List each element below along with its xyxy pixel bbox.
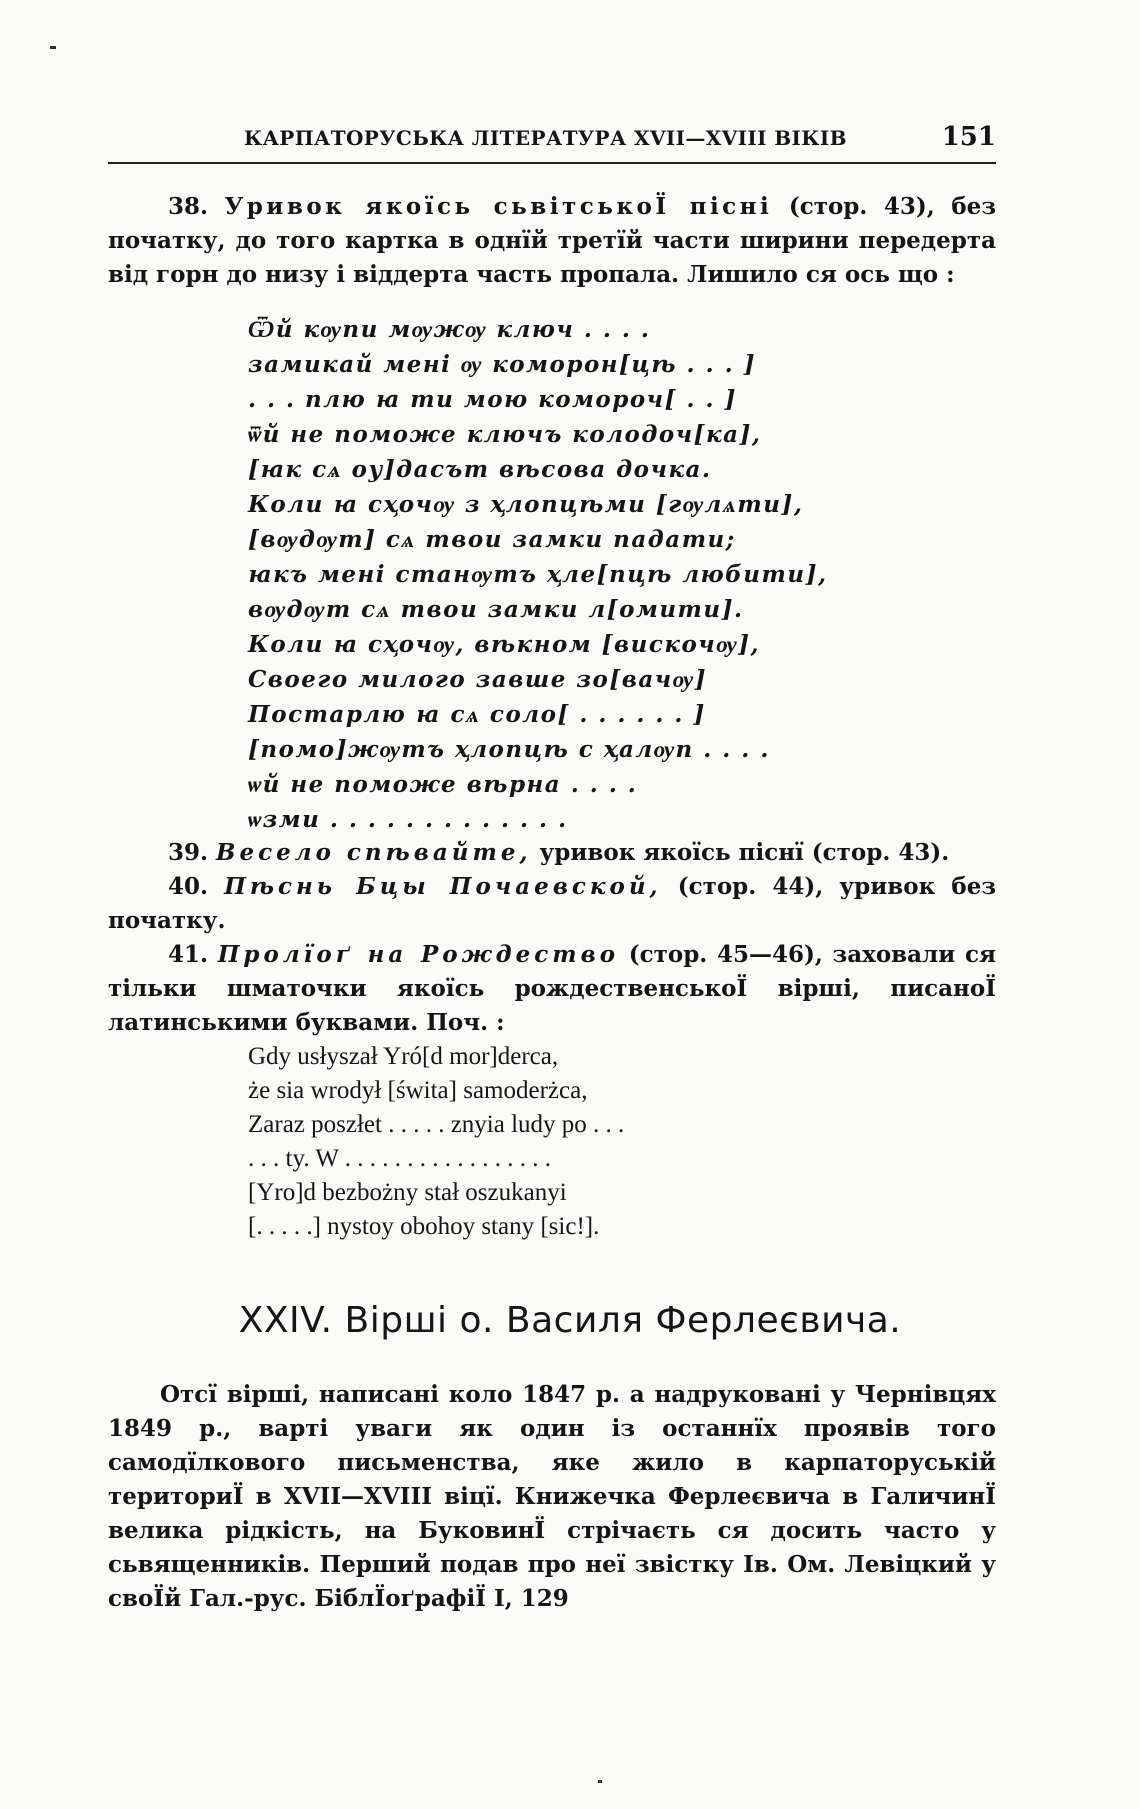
- slavonic-verse: [248, 312, 968, 837]
- ink-speck: [50, 46, 56, 49]
- verse-line: Ѿй кѹпи мѹжѹ ключ . . . .: [248, 316, 651, 343]
- item-title: Пѣснь Бцы Почаевской,: [224, 873, 662, 900]
- verse-line: Своего милого завше зо[вачѹ]: [248, 666, 707, 693]
- item-number: 38.: [168, 193, 209, 220]
- item-number: 41.: [168, 941, 209, 968]
- item-text: (стор. 43), без початку, до того картка в однїй третїй части ширини передерта від горн до низу і віддерта часть пропала. Лишило ся ось що :: [108, 193, 996, 288]
- latin-verse-line: . . . ty. W . . . . . . . . . . . . . . . . .: [248, 1145, 552, 1172]
- ink-speck: [598, 1780, 602, 1783]
- verse-line: [ꙗк сѧ оу]дасът вѣсова дочка.: [248, 456, 712, 483]
- verse-line: Коли ꙗ сҳочѹ з ҳлопцѣми [гѹлѧти],: [248, 491, 804, 518]
- verse-line: . . . плю ꙗ ти мою комороч[ . . ]: [248, 386, 737, 413]
- verse-line: ѿй не поможе ключъ колодоч[ка],: [248, 421, 762, 448]
- body-paragraph: [108, 1378, 996, 1616]
- page-number: 151: [941, 122, 996, 152]
- verse-line: вѹдѹт сѧ твои замки л[омити].: [248, 596, 744, 623]
- item-41: [108, 938, 996, 1040]
- item-text: уривок якоїсь піснї (стор. 43).: [539, 839, 950, 866]
- verse-line: ꙗкъ мені станѹтъ ҳле[пцѣ любити],: [248, 561, 828, 588]
- latin-verse-line: Gdy usłyszał Yró[d mor]derca,: [248, 1043, 559, 1070]
- item-title: Уривок якоїсь сьвітськоЇ пісні: [224, 193, 773, 220]
- verse-line: замикай мені ѹ коморон[цѣ . . . ]: [248, 351, 756, 378]
- latin-verse: [248, 1040, 968, 1244]
- item-number: 39.: [168, 839, 209, 866]
- verse-line: ѡй не поможе вѣрна . . . .: [248, 771, 638, 798]
- item-39: [108, 836, 996, 870]
- verse-line: Постарлю ꙗ сѧ соло[ . . . . . . ]: [248, 701, 706, 728]
- verse-line: [вѹдѹт] сѧ твои замки падати;: [248, 526, 736, 553]
- latin-verse-line: że sia wrodył [świta] samoderżca,: [248, 1077, 588, 1104]
- item-40: [108, 870, 996, 938]
- latin-verse-line: [Yro]d bezbożny stał oszukanyi: [248, 1179, 567, 1206]
- item-38: [108, 190, 996, 292]
- item-number: 40.: [168, 873, 209, 900]
- running-title: КАРПАТОРУСЬКА ЛІТЕРАТУРА XVII—XVIII ВІКІВ: [244, 126, 847, 150]
- item-text: (стор. 44), уривок без початку.: [108, 873, 996, 934]
- item-title: Пролїоґ на Рождество: [217, 941, 620, 968]
- item-title: Весело спѣвайте,: [216, 839, 532, 866]
- verse-line: [помо]жѹтъ ҳлопцѣ с ҳалѹп . . . .: [248, 736, 770, 763]
- body-text: Отсї вірші, написані коло 1847 р. а надруковані у Чернівцях 1849 р., варті уваги як один із останнїх проявів того самодїлкового письменства, яке жило в карпаторуській териториЇ в XVII—XVIII віцї. Книжечка Ферлеєвича в ГаличинЇ велика рідкість, на БуковинЇ стрічаєть ся досить часто у сьвященників. Перший подав про неї звістку Ів. Ом. Левіцкий у своЇй Гал.-рус. БіблЇоґрафіЇ I, 129: [108, 1381, 996, 1612]
- item-text: (стор. 45—46), заховали ся тільки шматочки якоїсь рождественськоЇ вірші, писаноЇ латинськими буквами. Поч. :: [108, 941, 996, 1036]
- section-heading: XXIV. Вірші о. Василя Ферлеєвича.: [238, 1300, 902, 1341]
- latin-verse-line: Zaraz poszłet . . . . . znyia ludy po . . .: [248, 1111, 625, 1138]
- verse-line: Коли ꙗ сҳочѹ, вѣкном [вискочѹ],: [248, 631, 760, 658]
- verse-line: ѡзми . . . . . . . . . . . . .: [248, 806, 568, 833]
- running-header: [108, 120, 996, 164]
- latin-verse-line: [. . . . .] nystoy obohoy stany [sic!].: [248, 1213, 600, 1240]
